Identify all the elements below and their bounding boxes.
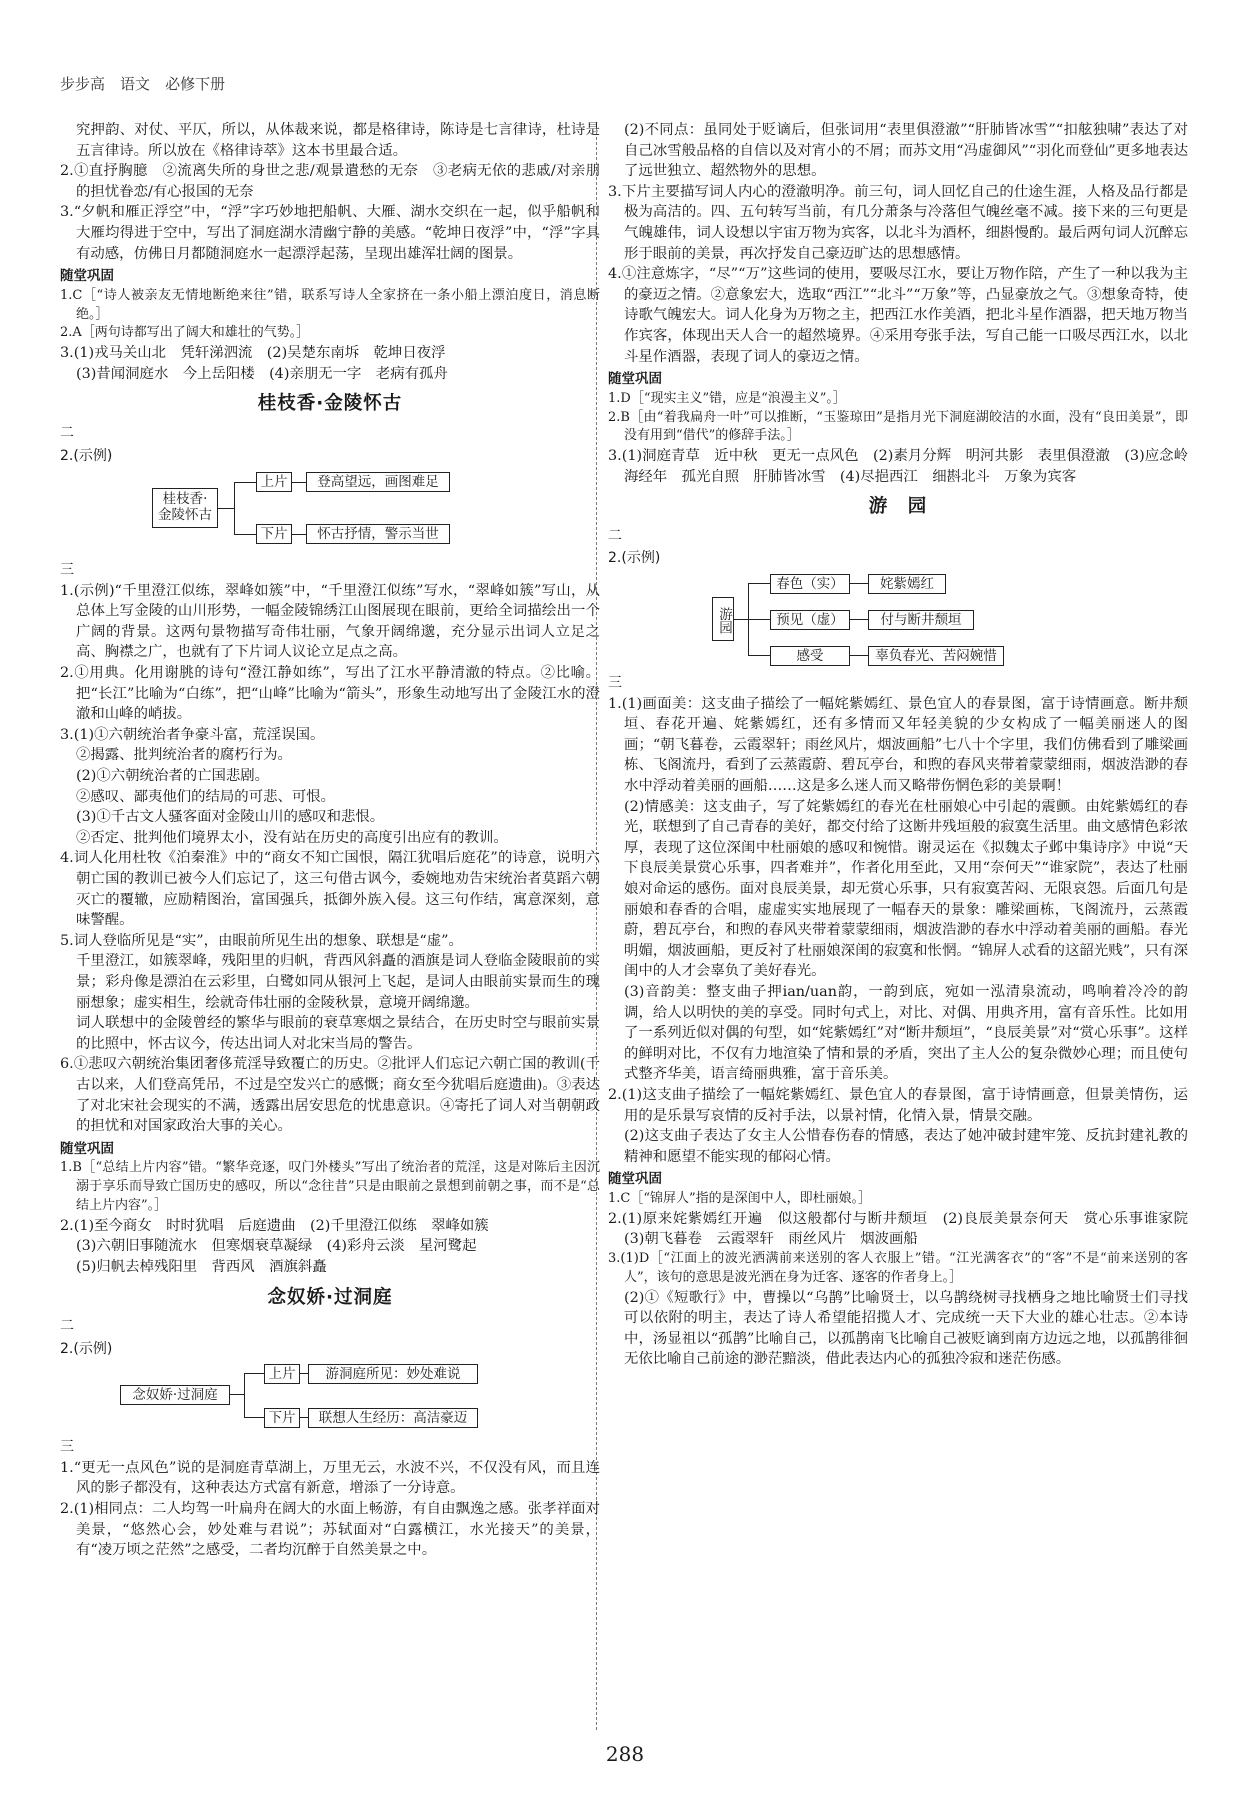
section-title: 游 园 xyxy=(868,496,928,518)
answer-text: 1.D［“现实主义”错，应是“浪漫主义”。］ xyxy=(608,390,846,406)
structure-diagram xyxy=(60,470,600,556)
answer-text: 2.(1)相同点：二人均驾一叶扁舟在阔大的水面上畅游，有自由飘逸之感。张孝祥面对美景，“悠然心会，妙处难与君说”；苏轼面对“白露横江，水光接天”的美景，有“凌万顷之茫然”之感受，二者均沉醉于自然美景之中。 xyxy=(60,1501,600,1559)
diagram-root: 游园 xyxy=(712,597,734,641)
connector xyxy=(292,534,306,535)
answer-text: 词人联想中的金陵曾经的繁华与眼前的衰草寒烟之景结合，在历史时空与眼前实景的比照中，怀古议今，传达出词人对北宋当局的警告。 xyxy=(76,1015,600,1052)
diagram-content: 付与断井颓垣 xyxy=(868,610,974,630)
diagram-root-line: 桂枝香· xyxy=(162,491,208,508)
structure-diagram xyxy=(60,1363,600,1433)
diagram-part: 上片 xyxy=(256,472,292,492)
answer-text: 2.(1)这支曲子描绘了一幅姹紫嫣红、景色宜人的春景图，富于诗情画意，但景美情伤，运用的是乐景写哀情的反衬手法，以景衬情，化情入景，情景交融。 xyxy=(608,1086,1188,1124)
connector xyxy=(244,1417,264,1418)
answer-text: 6.①悲叹六朝统治集团奢侈荒淫导致覆亡的历史。②批评人们忘记六朝亡国的教训(千古以来，人们登高凭吊，不过是空发兴亡的感慨；商女至今犹唱后庭遗曲)。③表达了对北宋社会现实的不满，透露出居安思危的忧患意识。④寄托了词人对当朝朝政的担忧和对国家政治大事的关心。 xyxy=(60,1056,600,1135)
section-title: 念奴娇·过洞庭 xyxy=(267,1286,393,1308)
header-book: 步步高 xyxy=(60,75,106,93)
answer-text: 3.(1)戎马关山北 凭轩涕泗流 (2)吴楚东南坼 乾坤日夜浮 xyxy=(60,345,446,362)
section-number: 二 xyxy=(60,1318,74,1335)
diagram-root xyxy=(152,488,218,528)
connector xyxy=(850,655,868,656)
section-number: 三 xyxy=(60,562,74,579)
connector xyxy=(748,655,770,656)
connector xyxy=(850,583,868,584)
answer-text: 1.“更无一点风色”说的是洞庭青草湖上，万里无云，水波不兴，不仅没有风，而且连风的影子都没有，这种表达方式富有新意，增添了一分诗意。 xyxy=(60,1459,600,1497)
answer-text: 3.“夕帆和雁正浮空”中，“浮”字巧妙地把船帆、大雁、湖水交织在一起，似乎船帆和大雁均得进于空中，写出了洞庭湖水清幽宁静的美感。“乾坤日夜浮”中，“浮”字具有动感，仿佛日月都随洞庭水一起漂浮起荡，呈现出雄浑壮阔的图景。 xyxy=(60,204,600,262)
diagram-middle: 感受 xyxy=(770,646,850,666)
answer-text: (3)音韵美：整支曲子押ian/uan韵，一韵到底，宛如一泓清泉流动，鸣响着冷冷的韵调，给人以明快的美的享受。同时句式上，对比、对偶、用典齐用，富有音乐性。比如用了一系列近似对偶的句型，如“姹紫嫣红”对“断井颓垣”，“良辰美景”对“赏心乐事”。这样的鲜明对比，不仅有力地渲染了情和景的矛盾，突出了主人公的复杂微妙心理；而且使句式整齐华美，语言绮丽典雅，富于音乐美。 xyxy=(624,983,1188,1083)
answer-text: 2.①直抒胸臆 ②流离失所的身世之悲/观景遣愁的无奈 ③老病无依的悲戚/对亲朋的担忧眷恋/有心报国的无奈 xyxy=(60,163,600,200)
answer-text: 2.A［两句诗都写出了阔大和雄壮的气势。］ xyxy=(60,325,310,341)
answer-text: 3.(1)①六朝统治者争豪斗富，荒淫误国。 xyxy=(60,726,325,743)
left-column xyxy=(60,120,600,1561)
answer-text: (2)情感美：这支曲子，写了姹紫嫣红的春光在杜丽娘心中引起的震颤。由姹紫嫣红的春光，联想到了自己青春的美好，都交付给了这断井残垣般的寂寞生活里。曲文感情色彩浓厚，表现了这位深闺中杜丽娘的感叹和惋惜。谢灵运在《拟魏太子邺中集诗序》中说“天下良辰美景赏心乐事，四者难并”，作者化用至此，又用“奈何天”“谁家院”，表达了杜丽娘对命运的感伤。面对良辰美景，却无赏心乐事，只有寂寞苦闷、无限哀怨。后面几句是丽娘和春香的合唱，虚虚实实地展现了一幅春天的景象：雕梁画栋，飞阁流丹，云蒸霞蔚，碧瓦亭台，和煦的春风夹带着蒙蒙细雨，烟波浩渺的春水中浮动着美丽的画船。春光明媚，烟波画船，更反衬了杜丽娘深闺的寂寞和怅惘。“锦屏人忒看的这韶光贱”，只有深闺中的人才会辜负了美好春光。 xyxy=(624,798,1188,980)
connector xyxy=(748,619,770,620)
answer-text: (3)①千古文人骚客面对金陵山川的感叹和悲恨。 xyxy=(76,809,385,826)
section-label: 随堂巩固 xyxy=(608,1171,662,1188)
diagram-middle: 春色（实） xyxy=(770,574,850,594)
answer-text: 2.(示例) xyxy=(608,550,661,567)
answer-text: 1.C［“锦屏人”指的是深闺中人，即杜丽娘。］ xyxy=(608,1190,872,1206)
diagram-content: 游洞庭所见：妙处难说 xyxy=(308,1364,478,1384)
answer-text: 2.(示例) xyxy=(60,447,113,464)
answer-text: 2.①用典。化用谢朓的诗句“澄江静如练”，写出了江水平静清澈的特点。②比喻。把“长江”比喻为“白练”，把“山峰”比喻为“箭头”，形象生动地写出了金陵江水的澄澈和山峰的峭拔。 xyxy=(60,665,600,723)
section-number: 三 xyxy=(608,675,622,692)
page-header xyxy=(60,74,225,95)
answer-text: 3.(1)洞庭青草 近中秋 更无一点风色 (2)素月分辉 明河共影 表里俱澄澈 (3)应念岭海经年 孤光自照 肝肺皆冰雪 (4)尽挹西江 细斟北斗 万象为宾客 xyxy=(608,448,1188,485)
connector xyxy=(850,619,868,620)
connector xyxy=(292,482,306,483)
answer-text: 5.词人登临所见是“实”，由眼前所见生出的想象、联想是“虚”。 xyxy=(60,932,463,949)
connector xyxy=(230,1394,244,1395)
answer-text: (2)这支曲子表达了女主人公惜春伤春的情感，表达了她冲破封建牢笼、反抗封建礼教的精神和愿望不能实现的郁闷心情。 xyxy=(624,1128,1188,1165)
diagram-content: 登高望远，画图难足 xyxy=(306,472,450,492)
connector xyxy=(300,1373,308,1374)
diagram-root: 念奴娇·过洞庭 xyxy=(120,1385,230,1405)
answer-text: (3)昔闻洞庭水 今上岳阳楼 (4)亲朋无一字 老病有孤舟 xyxy=(76,365,448,382)
diagram-content: 姹紫嫣红 xyxy=(868,574,946,594)
connector xyxy=(748,583,770,584)
header-volume: 必修下册 xyxy=(165,75,226,93)
connector xyxy=(234,534,256,535)
connector xyxy=(234,482,256,483)
diagram-root-line: 金陵怀古 xyxy=(158,507,212,524)
connector xyxy=(300,1417,308,1418)
answer-text: 4.词人化用杜牧《泊秦淮》中的“商女不知亡国恨，隔江犹唱后庭花”的诗意，说明六朝亡国的教训已被今人们忘记了，这三句借古讽今，委婉地劝告宋统治者莫蹈六朝灭亡的覆辙，应励精图治，富国强兵，抵御外族入侵。这三句作结，寓意深刻，意味警醒。 xyxy=(60,850,600,929)
answer-text: 2.B［由“着我扁舟一叶”可以推断，“玉鉴琼田”是指月光下洞庭湖皎洁的水面，没有“良田美景”，即没有用到“借代”的修辞手法。］ xyxy=(608,409,1188,444)
section-label: 随堂巩固 xyxy=(60,268,114,285)
connector xyxy=(734,619,748,620)
answer-text: 1.(1)画面美：这支曲子描绘了一幅姹紫嫣红、景色宜人的春景图，富于诗情画意。断井颓垣、春花开遍、姹紫嫣红，还有多情而又年轻美貌的少女构成了一幅美丽迷人的图画；“朝飞暮卷，云霞翠轩；雨丝风片，烟波画船”七八十个字里，我们仿佛看到了雕梁画栋、飞阁流丹，看到了云蒸霞蔚、碧瓦亭台，和煦的春风夹带着蒙蒙细雨，烟波浩渺的春水中浮动着美丽的画船……这是多么迷人而又略带伤惘色彩的美景啊！ xyxy=(608,695,1188,795)
connector xyxy=(244,1373,264,1374)
answer-text: 2.(示例) xyxy=(60,1340,113,1357)
header-subject: 语文 xyxy=(120,75,151,93)
diagram-part: 下片 xyxy=(256,524,292,544)
section-number: 二 xyxy=(608,527,622,544)
page-number: 288 xyxy=(605,1742,645,1766)
answer-text: 1.C［“诗人被亲友无情地断绝来往”错，联系写诗人全家挤在一条小船上漂泊度日，消息断绝。］ xyxy=(60,287,600,322)
diagram-content: 联想人生经历：高洁豪迈 xyxy=(308,1408,478,1428)
answer-text: ②否定、批判他们境界太小，没有站在历史的高度引出应有的教训。 xyxy=(76,829,508,846)
section-label: 随堂巩固 xyxy=(60,1140,114,1157)
connector xyxy=(244,1373,245,1417)
diagram-content: 辜负春光、苦闷婉惜 xyxy=(868,646,1004,666)
answer-text: 1.(示例)“千里澄江似练，翠峰如簇”中，“千里澄江似练”写水，“翠峰如簇”写山，从总体上写金陵的山川形势，一幅金陵锦绣江山图展现在眼前，更给全词描绘出一个广阔的背景。这两句景物描写奇伟壮丽，气象开阔绵邈，充分显示出词人立足之高、胸襟之广，也就有了下片词人议论立足点之高。 xyxy=(60,582,600,661)
answer-text: 3.(1)D［“江面上的波光洒满前来送别的客人衣服上”错。“江光满客衣”的“客”不是“前来送别的客人”，该句的意思是波光洒在身为迁客、逐客的作者身上。］ xyxy=(608,1250,1188,1285)
connector xyxy=(218,508,234,509)
answer-text: (3)六朝旧事随流水 但寒烟衰草凝绿 (4)彩舟云淡 星河鹭起 xyxy=(76,1238,477,1255)
answer-text: (5)归帆去棹残阳里 背西风 酒旗斜矗 xyxy=(76,1258,327,1275)
answer-text: ②感叹、鄙夷他们的结局的可悲、可恨。 xyxy=(76,788,336,805)
answer-text: (2)①六朝统治者的亡国悲剧。 xyxy=(76,768,270,785)
answer-text: 千里澄江，如簇翠峰，残阳里的归帆，背西风斜矗的酒旗是词人登临金陵眼前的实景；彩舟像是漂泊在云彩里，白鹭如同从银河上飞起，是词人由眼前实景而生的瑰丽想象；虚实相生，绘就奇伟壮丽的金陵秋景，意境开阔绵邈。 xyxy=(76,953,600,1011)
section-title: 桂枝香·金陵怀古 xyxy=(257,393,403,415)
answer-text: 究押韵、对仗、平仄，所以，从体裁来说，都是格律诗，陈诗是七言律诗，杜诗是五言律诗。所以放在《格律诗萃》这本书里最合适。 xyxy=(76,122,600,159)
section-number: 二 xyxy=(60,424,74,441)
answer-text: 4.①注意炼字，“尽”“万”这些词的使用，要吸尽江水，要让万物作陪，产生了一种以我为主的豪迈之情。②意象宏大，选取“西江”“北斗”“万象”等，凸显豪放之气。③想象奇特，使诗歌气魄宏大。词人化身为万物之主，把西江水作美酒，把北斗星作酒器，把天地万物当作宾客，体现出天人合一的超然境界。④采用夸张手法，写自己能一口吸尽西江水，以北斗星作酒器，表现了词人的豪迈之情。 xyxy=(608,266,1188,365)
answer-text: (2)①《短歌行》中，曹操以“乌鹊”比喻贤士，以乌鹊绕树寻找栖身之地比喻贤士们寻找可以依附的明主，表达了诗人希望能招揽人才、完成统一天下大业的雄心壮志。②本诗中，汤显祖以“孤鹊”比喻自己，以孤鹊南飞比喻自己被贬谪到南方边远之地，以孤鹊徘徊无依比喻自己前途的渺茫黯淡，借此表达内心的孤独冷寂和迷茫伤感。 xyxy=(624,1289,1188,1368)
right-column xyxy=(608,120,1203,1370)
answer-text: 2.(1)原来姹紫嫣红开遍 似这般都付与断井颓垣 (2)良辰美景奈何天 赏心乐事谁家院 (3)朝飞暮卷 云霞翠轩 雨丝风片 烟波画船 xyxy=(608,1210,1203,1248)
answer-text: ②揭露、批判统治者的腐朽行为。 xyxy=(76,747,292,764)
connector xyxy=(234,482,235,534)
answer-text: 2.(1)至今商女 时时犹唱 后庭遗曲 (2)千里澄江似练 翠峰如簇 xyxy=(60,1217,489,1234)
answer-text: 3.下片主要描写词人内心的澄澈明净。前三句，词人回忆自己的仕途生涯，人格及品行都是极为高洁的。四、五句转写当前，有几分萧条与冷落但气魄丝毫不减。接下来的三句更是气魄雄伟，词人设想以宇宙万物为宾客，以北斗为酒杯，细斟慢酌。最后两句词人沉醉忘形于眼前的美景，再次抒发自己豪迈旷达的思想感情。 xyxy=(608,183,1188,262)
section-label: 随堂巩固 xyxy=(608,371,662,388)
diagram-content: 怀古抒情，警示当世 xyxy=(306,524,450,544)
diagram-part: 上片 xyxy=(264,1364,300,1384)
section-number: 三 xyxy=(60,1439,74,1456)
answer-text: (2)不同点：虽同处于贬谪后，但张词用“表里俱澄澈”“肝肺皆冰雪”“扣舷独啸”表达了对自己冰雪般品格的自信以及对宵小的不屑；而苏文用“冯虚御风”“羽化而登仙”更多地表达了远世独立、超然物外的思想。 xyxy=(624,122,1188,180)
diagram-part: 下片 xyxy=(264,1408,300,1428)
answer-text: 1.B［“总结上片内容”错。“繁华竞逐，叹门外楼头”写出了统治者的荒淫，这是对陈后主因沉溺于享乐而导致亡国历史的感叹，所以“念往昔”只是由眼前之景想到前朝之事，而不是“总结上片内容”。］ xyxy=(60,1160,600,1213)
structure-diagram xyxy=(608,573,1188,669)
diagram-middle: 预见（虚） xyxy=(770,610,850,630)
